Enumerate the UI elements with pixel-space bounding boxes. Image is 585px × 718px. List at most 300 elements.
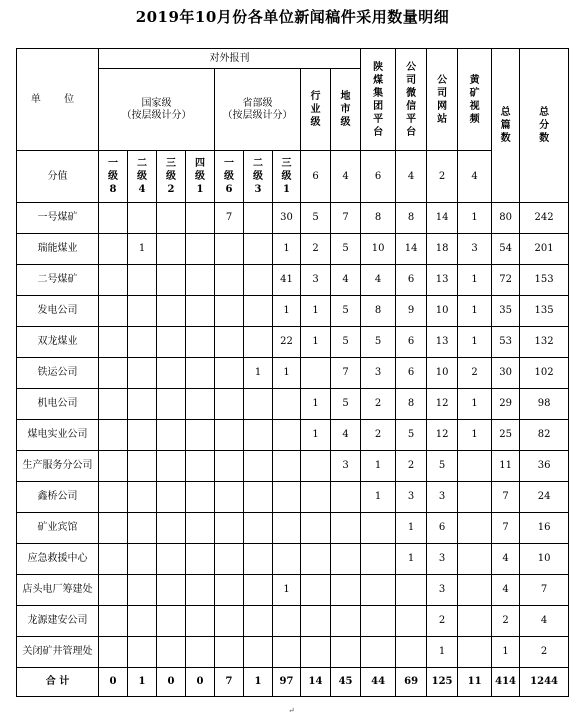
- value-cell: 1: [301, 296, 331, 327]
- value-cell: 3: [427, 575, 458, 606]
- value-cell: [244, 544, 273, 575]
- value-cell: [186, 296, 215, 327]
- value-cell: [244, 234, 273, 265]
- shaanmei-platform-header: 陕煤集团平台: [361, 49, 396, 151]
- sublevel-provincial-2: 二级3: [244, 151, 273, 203]
- unit-name: 一号煤矿: [17, 203, 99, 234]
- unit-name: 铁运公司: [17, 358, 99, 389]
- table-row: [17, 327, 569, 358]
- unit-name: 瑞能煤业: [17, 234, 99, 265]
- value-cell: [458, 482, 492, 513]
- value-cell: [186, 544, 215, 575]
- value-cell: [215, 606, 244, 637]
- value-cell: [128, 513, 157, 544]
- value-cell: [128, 420, 157, 451]
- total-row: [17, 668, 569, 697]
- sublevel-national-1: 一级8: [99, 151, 128, 203]
- table-row: [17, 389, 569, 420]
- value-cell: [186, 451, 215, 482]
- value-cell: [99, 482, 128, 513]
- value-cell: 82: [520, 420, 569, 451]
- value-cell: [331, 575, 361, 606]
- value-cell: 24: [520, 482, 569, 513]
- value-cell: [301, 513, 331, 544]
- value-cell: [215, 358, 244, 389]
- unit-name: 机电公司: [17, 389, 99, 420]
- table-row: [17, 606, 569, 637]
- value-cell: [301, 358, 331, 389]
- unit-name: 生产服务分公司: [17, 451, 99, 482]
- value-cell: 2: [361, 420, 396, 451]
- value-cell: 3: [396, 482, 427, 513]
- value-cell: 22: [273, 327, 301, 358]
- value-cell: 6: [396, 358, 427, 389]
- value-cell: [99, 265, 128, 296]
- value-cell: 1: [128, 234, 157, 265]
- value-cell: 132: [520, 327, 569, 358]
- value-cell: 102: [520, 358, 569, 389]
- value-cell: 242: [520, 203, 569, 234]
- value-cell: 0: [157, 668, 186, 697]
- value-cell: [128, 451, 157, 482]
- value-cell: 0: [99, 668, 128, 697]
- value-cell: [301, 451, 331, 482]
- unit-name: 双龙煤业: [17, 327, 99, 358]
- value-cell: 30: [492, 358, 520, 389]
- unit-name: 二号煤矿: [17, 265, 99, 296]
- table-row: [17, 451, 569, 482]
- value-cell: 80: [492, 203, 520, 234]
- value-cell: 7: [331, 358, 361, 389]
- value-cell: [99, 451, 128, 482]
- news-count-table: [16, 48, 569, 697]
- value-cell: [99, 420, 128, 451]
- value-cell: 10: [427, 358, 458, 389]
- value-cell: 29: [492, 389, 520, 420]
- value-cell: [215, 234, 244, 265]
- value-cell: [157, 451, 186, 482]
- value-cell: [215, 575, 244, 606]
- value-cell: [99, 513, 128, 544]
- value-cell: [186, 513, 215, 544]
- value-cell: 14: [396, 234, 427, 265]
- value-cell: 5: [331, 327, 361, 358]
- value-cell: [128, 544, 157, 575]
- value-cell: 8: [361, 296, 396, 327]
- value-cell: [128, 637, 157, 668]
- value-cell: [244, 451, 273, 482]
- unit-name: 矿业宾馆: [17, 513, 99, 544]
- sublevel-national-4: 四级1: [186, 151, 215, 203]
- value-cell: 1: [273, 575, 301, 606]
- value-cell: [99, 606, 128, 637]
- value-cell: 5: [361, 327, 396, 358]
- value-cell: [157, 482, 186, 513]
- value-cell: 13: [427, 265, 458, 296]
- value-cell: 72: [492, 265, 520, 296]
- value-cell: [301, 482, 331, 513]
- value-cell: 6: [396, 265, 427, 296]
- value-cell: 1: [396, 513, 427, 544]
- unit-name: 店头电厂筹建处: [17, 575, 99, 606]
- value-cell: [186, 358, 215, 389]
- value-cell: 36: [520, 451, 569, 482]
- value-cell: 2: [427, 606, 458, 637]
- value-cell: [331, 544, 361, 575]
- value-cell: 1: [396, 544, 427, 575]
- value-cell: [186, 389, 215, 420]
- value-cell: 125: [427, 668, 458, 697]
- value-cell: 10: [361, 234, 396, 265]
- paragraph-mark: ↵: [288, 706, 295, 715]
- value-cell: 4: [492, 575, 520, 606]
- value-cell: 11: [492, 451, 520, 482]
- value-cell: [215, 544, 244, 575]
- value-cell: [215, 482, 244, 513]
- value-cell: 44: [361, 668, 396, 697]
- value-cell: [186, 482, 215, 513]
- value-cell: 1: [492, 637, 520, 668]
- value-cell: 41: [273, 265, 301, 296]
- value-cell: 4: [331, 265, 361, 296]
- value-cell: [331, 637, 361, 668]
- value-cell: [244, 203, 273, 234]
- total-label: 合 计: [17, 668, 99, 697]
- value-cell: [458, 544, 492, 575]
- table-row: [17, 544, 569, 575]
- value-cell: 1: [458, 389, 492, 420]
- value-cell: [244, 420, 273, 451]
- value-cell: 1: [273, 234, 301, 265]
- value-cell: 16: [520, 513, 569, 544]
- value-cell: [273, 606, 301, 637]
- value-cell: 1: [244, 358, 273, 389]
- value-cell: 14: [427, 203, 458, 234]
- value-cell: [301, 575, 331, 606]
- value-cell: [301, 606, 331, 637]
- unit-name: 关闭矿井管理处: [17, 637, 99, 668]
- value-cell: [99, 234, 128, 265]
- value-cell: 13: [427, 327, 458, 358]
- value-cell: 2: [361, 389, 396, 420]
- table-row: [17, 575, 569, 606]
- value-cell: [244, 265, 273, 296]
- value-cell: [244, 296, 273, 327]
- value-cell: 1: [301, 420, 331, 451]
- value-cell: [99, 544, 128, 575]
- value-cell: 5: [331, 389, 361, 420]
- value-cell: 1: [458, 296, 492, 327]
- value-cell: 10: [520, 544, 569, 575]
- value-cell: 1: [427, 637, 458, 668]
- value-cell: 4: [520, 606, 569, 637]
- value-cell: 10: [427, 296, 458, 327]
- value-cell: 4: [361, 265, 396, 296]
- value-cell: [244, 637, 273, 668]
- value-cell: 69: [396, 668, 427, 697]
- value-cell: [215, 420, 244, 451]
- value-cell: 6: [396, 327, 427, 358]
- value-cell: 3: [331, 451, 361, 482]
- value-cell: 98: [520, 389, 569, 420]
- value-cell: 3: [427, 482, 458, 513]
- external-press-header: 对外报刊: [99, 49, 361, 69]
- value-cell: [186, 265, 215, 296]
- value-cell: [273, 451, 301, 482]
- value-cell: 14: [301, 668, 331, 697]
- value-cell: [157, 265, 186, 296]
- value-cell: [244, 327, 273, 358]
- value-cell: 7: [215, 203, 244, 234]
- value-cell: 5: [427, 451, 458, 482]
- value-cell: [215, 513, 244, 544]
- value-cell: [128, 265, 157, 296]
- value-cell: 1: [301, 389, 331, 420]
- value-cell: [331, 513, 361, 544]
- value-cell: 3: [361, 358, 396, 389]
- value-cell: [128, 482, 157, 513]
- value-cell: [458, 451, 492, 482]
- value-cell: [157, 203, 186, 234]
- value-cell: [396, 606, 427, 637]
- value-cell: [128, 358, 157, 389]
- value-cell: [331, 606, 361, 637]
- value-cell: 3: [301, 265, 331, 296]
- value-cell: 1: [458, 203, 492, 234]
- value-cell: 414: [492, 668, 520, 697]
- value-cell: 1244: [520, 668, 569, 697]
- value-cell: [215, 296, 244, 327]
- value-cell: [128, 327, 157, 358]
- weight-website: 2: [427, 151, 458, 203]
- sublevel-national-2: 二级4: [128, 151, 157, 203]
- value-cell: [273, 513, 301, 544]
- value-cell: 3: [427, 544, 458, 575]
- value-cell: 5: [331, 296, 361, 327]
- value-cell: [396, 575, 427, 606]
- table-row: [17, 482, 569, 513]
- value-cell: [157, 544, 186, 575]
- value-cell: [244, 513, 273, 544]
- unit-name: 鑫桥公司: [17, 482, 99, 513]
- table-row: [17, 358, 569, 389]
- value-cell: [361, 575, 396, 606]
- value-cell: 1: [273, 296, 301, 327]
- value-cell: [215, 451, 244, 482]
- industry-level-header: 行业级: [301, 69, 331, 151]
- video-header: 黄矿视频: [458, 49, 492, 151]
- value-cell: 7: [331, 203, 361, 234]
- value-cell: 7: [492, 513, 520, 544]
- weight-shaanmei: 6: [361, 151, 396, 203]
- weight-video: 4: [458, 151, 492, 203]
- value-cell: [99, 203, 128, 234]
- value-cell: 2: [301, 234, 331, 265]
- value-cell: [458, 637, 492, 668]
- unit-name: 发电公司: [17, 296, 99, 327]
- value-cell: 153: [520, 265, 569, 296]
- value-cell: [157, 389, 186, 420]
- table-row: [17, 513, 569, 544]
- weight-wechat: 4: [396, 151, 427, 203]
- value-cell: 1: [458, 265, 492, 296]
- value-cell: [215, 637, 244, 668]
- value-cell: 5: [396, 420, 427, 451]
- sublevel-provincial-1: 一级6: [215, 151, 244, 203]
- table-row: [17, 637, 569, 668]
- value-cell: [244, 606, 273, 637]
- weight-industry: 6: [301, 151, 331, 203]
- value-cell: [157, 358, 186, 389]
- value-cell: 8: [361, 203, 396, 234]
- value-cell: [186, 575, 215, 606]
- value-cell: [301, 544, 331, 575]
- value-cell: [157, 420, 186, 451]
- value-cell: [128, 389, 157, 420]
- value-cell: [157, 234, 186, 265]
- value-cell: 7: [520, 575, 569, 606]
- table-row: [17, 234, 569, 265]
- value-cell: [99, 327, 128, 358]
- value-cell: 12: [427, 389, 458, 420]
- value-cell: 1: [458, 327, 492, 358]
- value-cell: 135: [520, 296, 569, 327]
- value-cell: 4: [331, 420, 361, 451]
- city-level-header: 地市级: [331, 69, 361, 151]
- value-cell: 54: [492, 234, 520, 265]
- value-cell: [458, 513, 492, 544]
- value-cell: [458, 575, 492, 606]
- value-cell: 1: [273, 358, 301, 389]
- value-cell: [157, 606, 186, 637]
- value-cell: [361, 513, 396, 544]
- value-cell: [157, 327, 186, 358]
- value-cell: [273, 389, 301, 420]
- value-cell: 2: [520, 637, 569, 668]
- national-level-header: 国家级 （按层级计分）: [99, 69, 215, 151]
- score-label: 分值: [17, 151, 99, 203]
- value-cell: 53: [492, 327, 520, 358]
- unit-name: 龙源建安公司: [17, 606, 99, 637]
- value-cell: 5: [301, 203, 331, 234]
- value-cell: 201: [520, 234, 569, 265]
- value-cell: 12: [427, 420, 458, 451]
- sublevel-national-3: 三级2: [157, 151, 186, 203]
- table-row: [17, 203, 569, 234]
- value-cell: [215, 389, 244, 420]
- value-cell: 97: [273, 668, 301, 697]
- value-cell: 8: [396, 389, 427, 420]
- value-cell: 4: [492, 544, 520, 575]
- table-row: [17, 420, 569, 451]
- value-cell: [128, 606, 157, 637]
- value-cell: 2: [458, 358, 492, 389]
- value-cell: [128, 575, 157, 606]
- unit-header: 单 位: [17, 49, 99, 151]
- value-cell: [99, 389, 128, 420]
- value-cell: [99, 358, 128, 389]
- value-cell: [361, 606, 396, 637]
- value-cell: [301, 637, 331, 668]
- value-cell: 18: [427, 234, 458, 265]
- value-cell: [273, 544, 301, 575]
- value-cell: 30: [273, 203, 301, 234]
- value-cell: [215, 265, 244, 296]
- value-cell: [396, 637, 427, 668]
- provincial-level-header: 省部级 （按层级计分）: [215, 69, 301, 151]
- value-cell: [157, 575, 186, 606]
- value-cell: [186, 203, 215, 234]
- value-cell: 45: [331, 668, 361, 697]
- table-row: [17, 296, 569, 327]
- value-cell: 7: [215, 668, 244, 697]
- value-cell: 1: [458, 420, 492, 451]
- value-cell: [244, 575, 273, 606]
- value-cell: 7: [492, 482, 520, 513]
- value-cell: 8: [396, 203, 427, 234]
- value-cell: [186, 637, 215, 668]
- table-row: [17, 265, 569, 296]
- value-cell: 5: [331, 234, 361, 265]
- value-cell: 35: [492, 296, 520, 327]
- value-cell: [157, 513, 186, 544]
- value-cell: [99, 296, 128, 327]
- document-title: 2019年10月份各单位新闻稿件采用数量明细: [135, 8, 450, 26]
- value-cell: 1: [128, 668, 157, 697]
- website-header: 公司网站: [427, 49, 458, 151]
- total-score-header: 总分数: [520, 49, 569, 203]
- value-cell: 9: [396, 296, 427, 327]
- value-cell: [273, 420, 301, 451]
- value-cell: [331, 482, 361, 513]
- value-cell: [458, 606, 492, 637]
- value-cell: [157, 296, 186, 327]
- value-cell: [186, 234, 215, 265]
- value-cell: [128, 203, 157, 234]
- value-cell: 1: [361, 451, 396, 482]
- value-cell: [99, 575, 128, 606]
- value-cell: [215, 327, 244, 358]
- value-cell: [186, 420, 215, 451]
- value-cell: 2: [396, 451, 427, 482]
- value-cell: [273, 482, 301, 513]
- value-cell: 1: [361, 482, 396, 513]
- value-cell: 3: [458, 234, 492, 265]
- value-cell: [128, 296, 157, 327]
- sublevel-provincial-3: 三级1: [273, 151, 301, 203]
- value-cell: 6: [427, 513, 458, 544]
- value-cell: [99, 637, 128, 668]
- value-cell: 0: [186, 668, 215, 697]
- value-cell: [244, 482, 273, 513]
- value-cell: [244, 389, 273, 420]
- weight-city: 4: [331, 151, 361, 203]
- total-count-header: 总篇数: [492, 49, 520, 203]
- value-cell: [157, 637, 186, 668]
- value-cell: [361, 544, 396, 575]
- value-cell: 2: [492, 606, 520, 637]
- value-cell: 11: [458, 668, 492, 697]
- value-cell: [186, 606, 215, 637]
- value-cell: [186, 327, 215, 358]
- value-cell: 1: [244, 668, 273, 697]
- wechat-platform-header: 公司微信平台: [396, 49, 427, 151]
- value-cell: 1: [301, 327, 331, 358]
- unit-name: 煤电实业公司: [17, 420, 99, 451]
- value-cell: [361, 637, 396, 668]
- value-cell: [273, 637, 301, 668]
- unit-name: 应急救援中心: [17, 544, 99, 575]
